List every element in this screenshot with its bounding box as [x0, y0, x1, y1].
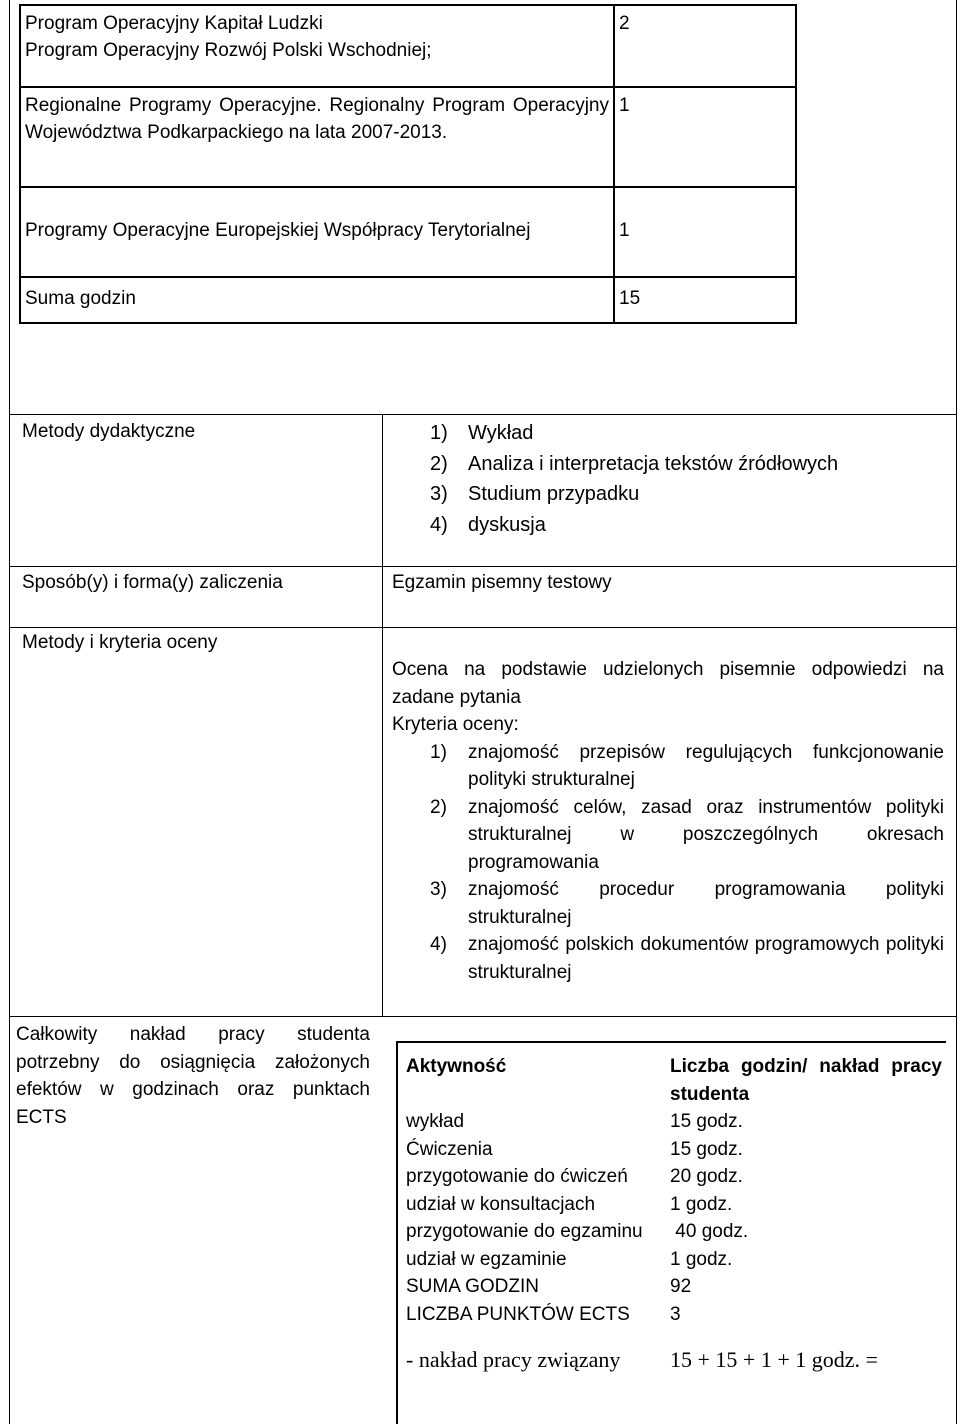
- activity-cell: wykład: [406, 1111, 465, 1132]
- table-row: [398, 1191, 946, 1219]
- list-number: 4): [430, 513, 448, 536]
- table-row: [398, 1218, 946, 1246]
- table-row: [398, 1273, 946, 1301]
- table-row: [21, 6, 795, 88]
- frame-left-border: [9, 0, 10, 1424]
- activity-cell: SUMA GODZIN: [406, 1276, 540, 1297]
- criteria-label: Metody i kryteria oceny: [22, 632, 218, 653]
- program-hours: 1: [619, 95, 630, 116]
- list-number: 4): [430, 934, 447, 955]
- list-number: 1): [430, 422, 448, 444]
- list-text: znajomość polskich dokumentów programowych polityki strukturalnej: [468, 934, 944, 983]
- list-item: [392, 449, 952, 480]
- list-text: Wykład: [468, 422, 534, 444]
- hours-cell: 15 + 15 + 1 + 1 godz. =: [670, 1347, 878, 1372]
- table-row: [398, 1328, 946, 1374]
- list-text: znajomość przepisów regulujących funkcjonowanie polityki strukturalnej: [468, 741, 944, 790]
- list-item: [392, 479, 952, 510]
- list-item: [392, 418, 952, 449]
- row-divider: [9, 627, 957, 628]
- frame-right-border: [956, 0, 957, 1424]
- activity-cell: przygotowanie do ćwiczeń: [406, 1166, 628, 1187]
- list-text: Analiza i interpretacja tekstów źródłowych: [468, 452, 839, 475]
- table-header-row: [398, 1043, 946, 1108]
- list-number: 2): [430, 796, 447, 818]
- activity-cell: przygotowanie do egzaminu: [406, 1221, 643, 1242]
- header-hours: Liczba godzin/ nakład pracy studenta: [670, 1056, 942, 1105]
- list-number: 3): [430, 483, 448, 505]
- programs-table: [19, 4, 797, 324]
- hours-cell: 20 godz.: [670, 1166, 743, 1187]
- list-item: [392, 931, 944, 986]
- program-hours: 2: [619, 13, 630, 34]
- assessment-label: Sposób(y) i forma(y) zaliczenia: [22, 572, 283, 593]
- list-text: Studium przypadku: [468, 483, 640, 505]
- list-number: 2): [430, 452, 448, 475]
- list-item: [392, 510, 952, 541]
- criteria-intro: Ocena na podstawie udzielonych pisemnie odpowiedzi na zadane pytania: [392, 659, 944, 708]
- list-text: znajomość celów, zasad oraz instrumentów polityki strukturalnej w poszczególnych okresach programowania: [468, 796, 944, 873]
- hours-cell: 40 godz.: [670, 1221, 749, 1242]
- list-item: [392, 876, 944, 931]
- list-number: 3): [430, 879, 447, 900]
- hours-cell: 3: [670, 1303, 681, 1325]
- table-row: [398, 1136, 946, 1164]
- activity-cell: LICZBA PUNKTÓW ECTS: [406, 1303, 630, 1325]
- table-row: [398, 1163, 946, 1191]
- row-divider: [9, 414, 957, 415]
- table-row: [21, 188, 795, 278]
- methods-label: Metody dydaktyczne: [22, 421, 196, 442]
- list-text: znajomość procedur programowania polityki strukturalnej: [468, 879, 944, 928]
- criteria-heading: Kryteria oceny:: [392, 714, 519, 735]
- row-divider: [9, 566, 957, 567]
- table-row: [21, 278, 795, 322]
- hours-cell: 92: [670, 1276, 692, 1297]
- activity-cell: Ćwiczenia: [406, 1138, 493, 1160]
- header-activity: Aktywność: [406, 1056, 507, 1077]
- hours-cell: 15 godz.: [670, 1111, 743, 1132]
- program-hours: 1: [619, 219, 630, 241]
- column-divider: [382, 414, 383, 1016]
- activity-cell: - nakład pracy związany: [406, 1347, 621, 1372]
- program-name: Programy Operacyjne Europejskiej Współpracy Terytorialnej: [21, 188, 615, 276]
- activity-table: [396, 1041, 946, 1424]
- list-text: dyskusja: [468, 513, 546, 536]
- sum-label: Suma godzin: [21, 278, 615, 322]
- row-divider: [9, 1016, 957, 1017]
- table-row: [398, 1301, 946, 1329]
- workload-label: Całkowity nakład pracy studenta potrzebny do osiągnięcia założonych efektów w godzinach oraz punktach ECTS: [16, 1024, 370, 1128]
- methods-list: [392, 418, 952, 540]
- table-row: [398, 1246, 946, 1274]
- list-item: [392, 739, 944, 794]
- sum-value: 15: [619, 287, 641, 309]
- activity-cell: udział w egzaminie: [406, 1248, 567, 1270]
- list-item: [392, 794, 944, 877]
- program-name: Program Operacyjny Kapitał Ludzki Program Operacyjny Rozwój Polski Wschodniej;: [21, 6, 615, 86]
- list-number: 1): [430, 741, 447, 763]
- table-row: [21, 88, 795, 188]
- table-row: [398, 1108, 946, 1136]
- hours-cell: 1 godz.: [670, 1193, 733, 1215]
- assessment-value: Egzamin pisemny testowy: [392, 572, 612, 593]
- activity-cell: udział w konsultacjach: [406, 1193, 596, 1215]
- program-name: Regionalne Programy Operacyjne. Regionalny Program Operacyjny Województwa Podkarpackiego na lata 2007-2013.: [21, 88, 615, 186]
- hours-cell: 15 godz.: [670, 1138, 743, 1160]
- criteria-block: [392, 656, 944, 986]
- hours-cell: 1 godz.: [670, 1248, 733, 1270]
